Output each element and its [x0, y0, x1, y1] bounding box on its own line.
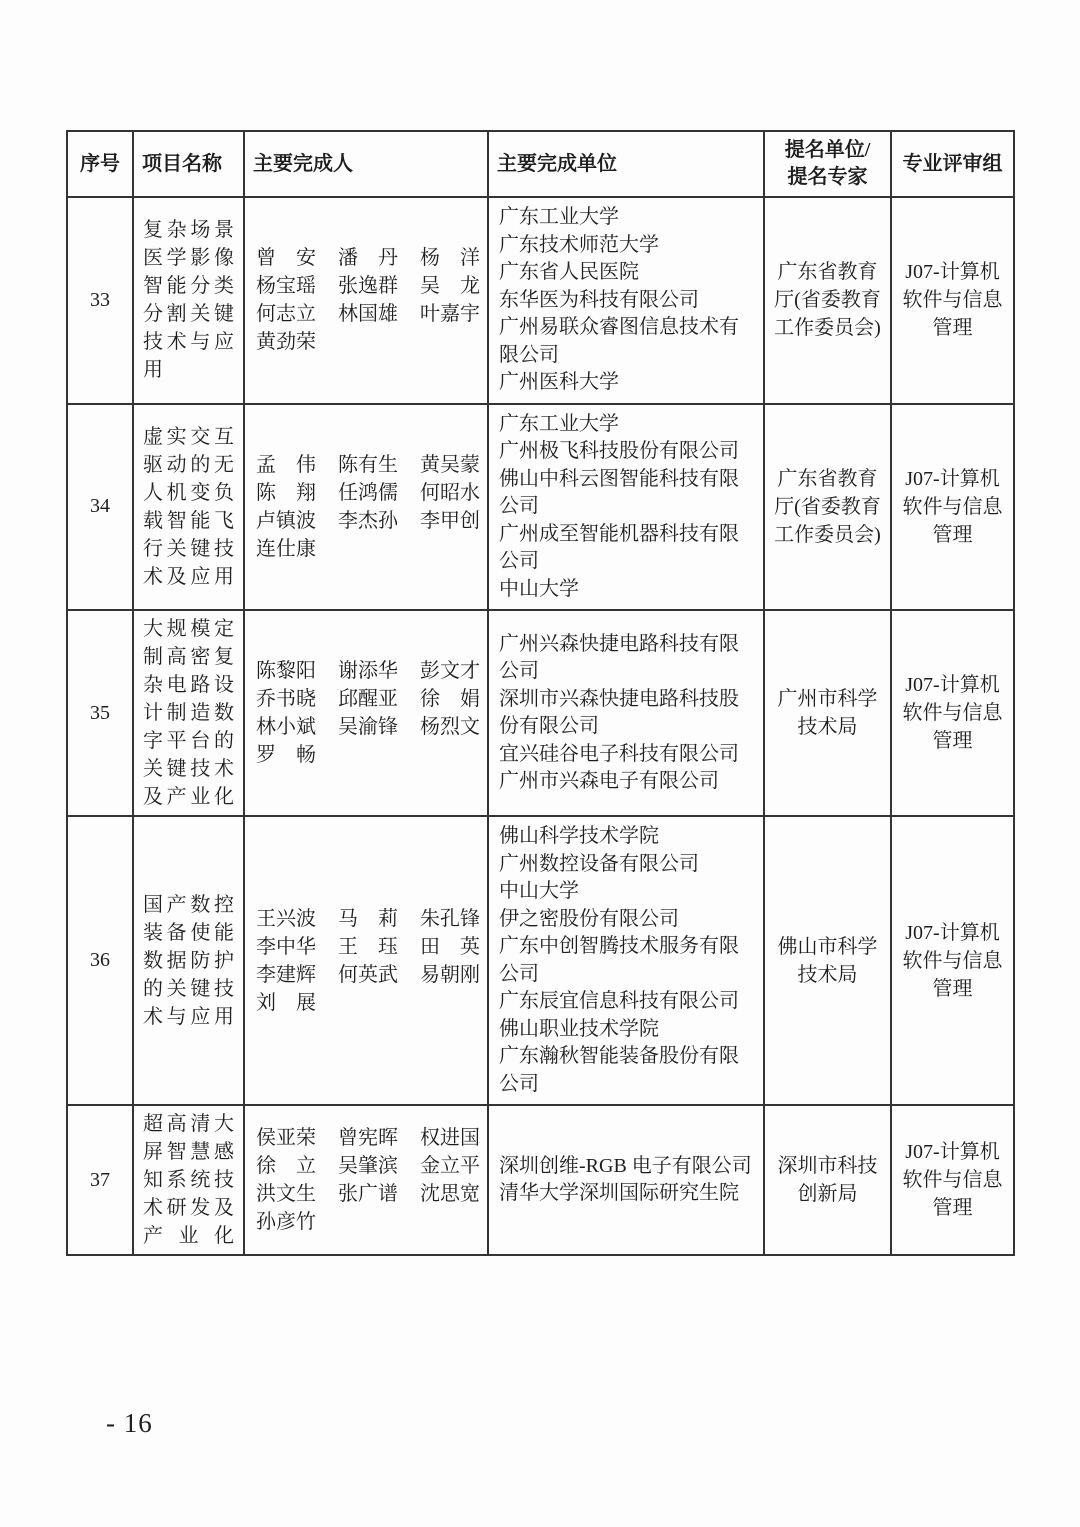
contributors-line — [256, 244, 481, 272]
contributor-name: 任鸿儒 — [338, 481, 398, 504]
unit-name: 广东瀚秋智能装备股份有限公司 — [499, 1045, 739, 1095]
contributor-name: 何志立 — [256, 303, 316, 326]
contributor-name: 彭文才 — [420, 660, 480, 682]
contributors-line — [256, 989, 481, 1017]
contributor-name: 李甲创 — [420, 509, 480, 532]
contributor-name: 曾宪晖 — [338, 1127, 398, 1149]
review-group-cell: J07-计算机软件与信息管理 — [891, 197, 1014, 404]
contributors-cell — [244, 610, 488, 816]
contributors-line — [256, 535, 481, 563]
contributors-line — [256, 961, 481, 989]
contributor-name: 权进国 — [420, 1127, 480, 1149]
awards-table-body — [67, 197, 1014, 1255]
awards-table — [66, 130, 1015, 1256]
contributors-line — [256, 1208, 481, 1236]
contributors-line — [256, 507, 481, 535]
contributors-line — [256, 1124, 481, 1152]
contributor-name: 曾安 — [256, 247, 316, 270]
contributor-name: 杨宝瑶 — [256, 275, 316, 298]
unit-name: 广东工业大学 — [499, 206, 619, 228]
contributors-cell — [244, 816, 488, 1105]
contributor-name: 侯亚荣 — [256, 1127, 316, 1149]
unit-name: 广州医科大学 — [499, 371, 619, 393]
contributor-name: 陈黎阳 — [256, 660, 316, 682]
column-header-nominator — [764, 131, 891, 197]
contributor-name: 王兴波 — [256, 907, 316, 930]
project-name-cell — [133, 197, 244, 404]
project-name-cell — [133, 1105, 244, 1255]
unit-name: 广州极飞科技股份有限公司 — [499, 440, 739, 462]
project-name: 复杂场景医学影像智能分类分割关键技术与应用 — [143, 219, 234, 382]
nominator-cell: 广东省教育厅(省委教育工作委员会) — [764, 197, 891, 404]
contributor-name: 陈有生 — [338, 453, 398, 476]
nominator-cell: 广东省教育厅(省委教育工作委员会) — [764, 404, 891, 611]
column-header-project — [133, 131, 244, 197]
contributor-name: 李杰孙 — [338, 509, 398, 532]
contributor-name: 乔书晓 — [256, 688, 316, 710]
contributors-line — [256, 328, 481, 356]
header-row — [67, 131, 1014, 197]
column-header-units — [488, 131, 764, 197]
column-header-line: 主要完成单位 — [497, 152, 617, 175]
contributor-name: 邱醒亚 — [338, 688, 398, 710]
contributor-name: 吴渝锋 — [338, 716, 398, 738]
column-header-line: 序号 — [80, 152, 120, 175]
unit-name: 中山大学 — [499, 880, 579, 902]
contributor-name: 陈翔 — [256, 481, 316, 504]
contributor-name: 李中华 — [256, 935, 316, 958]
contributor-name: 王珏 — [338, 935, 398, 958]
contributor-name: 沈思宽 — [420, 1183, 480, 1205]
contributors-line — [256, 1152, 481, 1180]
nominator-cell: 深圳市科技创新局 — [764, 1105, 891, 1255]
contributor-name: 马莉 — [338, 907, 398, 930]
column-header-seq — [67, 131, 133, 197]
units-cell — [488, 610, 764, 816]
contributor-name: 杨烈文 — [420, 716, 480, 738]
contributors-line — [256, 300, 481, 328]
units-cell — [488, 404, 764, 611]
project-name: 大规模定制高密复杂电路设计制造数字平台的关键技术及产业化 — [143, 618, 234, 808]
units-cell — [488, 197, 764, 404]
unit-name: 广州市兴森电子有限公司 — [499, 770, 719, 792]
table-row — [67, 610, 1014, 816]
unit-name: 伊之密股份有限公司 — [499, 907, 679, 930]
contributor-name: 谢添华 — [338, 660, 398, 682]
table-row — [67, 404, 1014, 611]
contributors-line — [256, 685, 481, 713]
unit-name: 广东技术师范大学 — [499, 233, 659, 256]
contributor-name: 易朝刚 — [420, 963, 480, 986]
contributors-cell — [244, 1105, 488, 1255]
review-group-cell: J07-计算机软件与信息管理 — [891, 1105, 1014, 1255]
nominator-cell: 广州市科学技术局 — [764, 610, 891, 816]
unit-name: 深圳市兴森快捷电路科技股份有限公司 — [499, 687, 739, 737]
project-name-cell — [133, 404, 244, 611]
contributors-line — [256, 479, 481, 507]
unit-name: 深圳创维-RGB 电子有限公司 — [499, 1154, 752, 1177]
contributors-line — [256, 1180, 481, 1208]
column-header-line: 项目名称 — [142, 152, 222, 175]
unit-name: 广州数控设备有限公司 — [499, 852, 699, 875]
unit-name: 佛山职业技术学院 — [499, 1017, 659, 1040]
project-name-cell — [133, 610, 244, 816]
column-header-line: 专业评审组 — [902, 152, 1003, 175]
unit-name: 广州成至智能机器科技有限公司 — [499, 522, 739, 572]
unit-name: 佛山科学技术学院 — [499, 825, 659, 847]
contributor-name: 张逸群 — [338, 275, 398, 298]
unit-name: 广东中创智腾技术服务有限公司 — [499, 935, 739, 985]
contributors-line — [256, 741, 481, 769]
contributors-line — [256, 451, 481, 479]
unit-name: 广东省人民医院 — [499, 261, 639, 283]
table-row — [67, 1105, 1014, 1255]
contributors-line — [256, 272, 481, 300]
contributors-line — [256, 933, 481, 961]
awards-table-header — [67, 131, 1014, 197]
column-header-line: 提名专家 — [787, 166, 868, 188]
contributor-name: 罗畅 — [256, 744, 316, 766]
seq-cell: 35 — [67, 610, 133, 816]
unit-name: 清华大学深圳国际研究生院 — [499, 1182, 739, 1204]
seq-cell: 34 — [67, 404, 133, 611]
review-group-cell: J07-计算机软件与信息管理 — [891, 404, 1014, 611]
contributor-name: 吴龙 — [420, 275, 480, 298]
column-header-line: 主要完成人 — [253, 152, 353, 175]
contributor-name: 刘展 — [256, 991, 316, 1014]
units-cell — [488, 816, 764, 1105]
contributor-name: 朱孔锋 — [420, 907, 480, 930]
contributor-name: 杨洋 — [420, 247, 480, 270]
unit-name: 佛山中科云图智能科技有限公司 — [499, 467, 739, 517]
contributor-name: 何英武 — [338, 963, 398, 986]
unit-name: 广州易联众睿图信息技术有限公司 — [499, 316, 739, 366]
units-cell — [488, 1105, 764, 1255]
contributor-name: 卢镇波 — [256, 509, 316, 532]
nominator-cell: 佛山市科学技术局 — [764, 816, 891, 1105]
contributor-name: 李建辉 — [256, 963, 316, 986]
contributor-name: 黄劲荣 — [256, 331, 316, 354]
contributors-cell — [244, 404, 488, 611]
contributor-name: 张广谱 — [338, 1183, 398, 1205]
contributor-name: 林国雄 — [338, 303, 398, 326]
project-name: 虚实交互驱动的无人机变负载智能飞行关键技术及应用 — [143, 425, 234, 588]
unit-name: 中山大学 — [499, 577, 579, 600]
contributor-name: 徐立 — [256, 1155, 316, 1177]
project-name-cell — [133, 816, 244, 1105]
contributor-name: 孙彦竹 — [256, 1211, 316, 1233]
review-group-cell: J07-计算机软件与信息管理 — [891, 816, 1014, 1105]
contributor-name: 黄吴蒙 — [420, 453, 480, 476]
contributors-cell — [244, 197, 488, 404]
seq-cell: 37 — [67, 1105, 133, 1255]
seq-cell: 36 — [67, 816, 133, 1105]
contributors-line — [256, 905, 481, 933]
contributor-name: 徐娟 — [420, 688, 480, 710]
contributor-name: 潘丹 — [338, 247, 398, 270]
project-name: 超高清大屏智慧感知系统技术研发及产业化 — [143, 1113, 234, 1247]
project-name: 国产数控装备使能数据防护的关键技术与应用 — [143, 893, 234, 1028]
contributor-name: 孟伟 — [256, 453, 316, 476]
unit-name: 东华医为科技有限公司 — [499, 288, 699, 311]
contributors-line — [256, 657, 481, 685]
page-number: - 16 — [106, 1408, 153, 1438]
contributor-name: 洪文生 — [256, 1183, 316, 1205]
unit-name: 广州兴森快捷电路科技有限公司 — [499, 632, 739, 682]
contributor-name: 金立平 — [420, 1155, 480, 1177]
review-group-cell: J07-计算机软件与信息管理 — [891, 610, 1014, 816]
table-row — [67, 197, 1014, 404]
contributor-name: 吴肇滨 — [338, 1155, 398, 1177]
unit-name: 广东工业大学 — [499, 412, 619, 435]
unit-name: 广东辰宜信息科技有限公司 — [499, 990, 739, 1012]
column-header-line: 提名单位/ — [784, 139, 871, 161]
column-header-group — [891, 131, 1014, 197]
contributors-line — [256, 713, 481, 741]
table-row — [67, 816, 1014, 1105]
column-header-people — [244, 131, 488, 197]
contributor-name: 田英 — [420, 935, 480, 958]
contributor-name: 林小斌 — [256, 716, 316, 738]
seq-cell: 33 — [67, 197, 133, 404]
contributor-name: 何昭水 — [420, 481, 480, 504]
unit-name: 宜兴硅谷电子科技有限公司 — [499, 742, 739, 765]
contributor-name: 叶嘉宇 — [420, 303, 480, 326]
contributor-name: 连仕康 — [256, 537, 316, 560]
